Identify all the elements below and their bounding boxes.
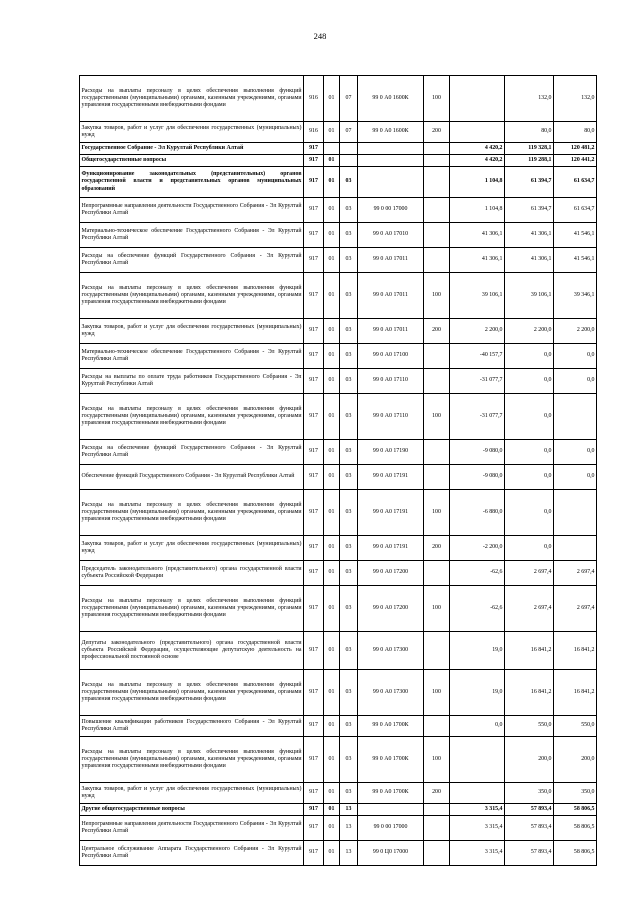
table-row <box>80 816 597 841</box>
row-vr-cell <box>424 344 450 369</box>
table-row <box>80 586 597 632</box>
row-grbs-cell: 917 <box>304 783 324 804</box>
row-pr-cell: 03 <box>340 536 358 561</box>
row-csr-cell: 99 0 А0 1600К <box>358 122 424 143</box>
row-vr-cell: 200 <box>424 536 450 561</box>
row-grbs-cell: 917 <box>304 561 324 586</box>
row-value-1-cell <box>450 122 505 143</box>
row-value-3-cell: 120 481,2 <box>554 143 597 155</box>
row-value-2-cell: 0,0 <box>505 490 554 536</box>
table-row <box>80 319 597 344</box>
table-row <box>80 223 597 248</box>
row-pr-cell: 03 <box>340 490 358 536</box>
row-name-cell: Расходы на выплаты персоналу в целях обеспечения выполнения функций государственными (муниципальными) органами, казенными учреждениями, органами управления государственными внебюджетными фондами <box>80 490 304 536</box>
row-value-2-cell: 16 841,2 <box>505 632 554 670</box>
row-value-2-cell: 119 288,1 <box>505 155 554 167</box>
table-row <box>80 155 597 167</box>
row-vr-cell: 100 <box>424 273 450 319</box>
row-value-1-cell: 4 420,2 <box>450 155 505 167</box>
row-csr-cell: 99 0 А0 17190 <box>358 440 424 465</box>
row-vr-cell: 100 <box>424 490 450 536</box>
row-value-3-cell: 0,0 <box>554 344 597 369</box>
row-value-2-cell: 0,0 <box>505 465 554 490</box>
row-grbs-cell: 917 <box>304 223 324 248</box>
row-value-1-cell: -62,6 <box>450 586 505 632</box>
row-csr-cell: 99 0 А0 17011 <box>358 248 424 273</box>
row-grbs-cell: 917 <box>304 319 324 344</box>
row-value-2-cell: 132,0 <box>505 76 554 122</box>
row-vr-cell: 100 <box>424 737 450 783</box>
row-rz-cell: 01 <box>324 167 340 198</box>
table-row <box>80 76 597 122</box>
row-rz-cell: 01 <box>324 394 340 440</box>
row-value-3-cell: 58 806,5 <box>554 804 597 816</box>
row-pr-cell: 03 <box>340 632 358 670</box>
row-name-cell: Материально-техническое обеспечение Государственного Собрания - Эл Курултай Республики Алтай <box>80 223 304 248</box>
row-csr-cell: 99 0 А0 1700К <box>358 783 424 804</box>
row-value-1-cell <box>450 783 505 804</box>
row-value-3-cell: 16 841,2 <box>554 670 597 716</box>
row-vr-cell <box>424 198 450 223</box>
row-pr-cell: 03 <box>340 670 358 716</box>
row-rz-cell: 01 <box>324 465 340 490</box>
row-csr-cell: 99 0 А0 17200 <box>358 561 424 586</box>
table-body <box>80 76 597 866</box>
row-value-1-cell: 19,0 <box>450 670 505 716</box>
row-name-cell: Расходы на выплаты персоналу в целях обеспечения выполнения функций государственными (муниципальными) органами, казенными учреждениями, органами управления государственными внебюджетными фондами <box>80 273 304 319</box>
row-csr-cell: 99 0 А0 17200 <box>358 586 424 632</box>
row-rz-cell: 01 <box>324 198 340 223</box>
row-csr-cell: 99 0 00 17000 <box>358 816 424 841</box>
row-name-cell: Материально-техническое обеспечение Государственного Собрания - Эл Курултай Республики Алтай <box>80 344 304 369</box>
row-grbs-cell: 917 <box>304 670 324 716</box>
row-value-2-cell: 0,0 <box>505 369 554 394</box>
row-grbs-cell: 917 <box>304 198 324 223</box>
row-vr-cell <box>424 804 450 816</box>
row-vr-cell: 200 <box>424 783 450 804</box>
table-row <box>80 737 597 783</box>
table-row <box>80 841 597 866</box>
table-row <box>80 561 597 586</box>
row-pr-cell: 13 <box>340 816 358 841</box>
row-csr-cell: 99 0 А0 17011 <box>358 273 424 319</box>
row-value-3-cell: 2 697,4 <box>554 586 597 632</box>
row-csr-cell: 99 0 А0 17300 <box>358 632 424 670</box>
row-grbs-cell: 917 <box>304 155 324 167</box>
row-pr-cell: 03 <box>340 561 358 586</box>
row-rz-cell: 01 <box>324 716 340 737</box>
row-value-3-cell <box>554 536 597 561</box>
row-pr-cell: 03 <box>340 465 358 490</box>
row-csr-cell: 99 0 Ц0 17000 <box>358 841 424 866</box>
row-pr-cell: 07 <box>340 122 358 143</box>
row-value-3-cell: 39 346,1 <box>554 273 597 319</box>
row-value-1-cell: 19,0 <box>450 632 505 670</box>
row-pr-cell: 03 <box>340 716 358 737</box>
row-name-cell: Расходы на выплаты персоналу в целях обеспечения выполнения функций государственными (муниципальными) органами, казенными учреждениями, органами управления государственными внебюджетными фондами <box>80 394 304 440</box>
row-value-2-cell: 0,0 <box>505 536 554 561</box>
row-pr-cell: 03 <box>340 319 358 344</box>
row-value-3-cell: 200,0 <box>554 737 597 783</box>
row-vr-cell <box>424 223 450 248</box>
row-value-1-cell: 3 315,4 <box>450 804 505 816</box>
row-value-3-cell: 16 841,2 <box>554 632 597 670</box>
row-value-3-cell: 58 806,5 <box>554 816 597 841</box>
row-value-2-cell: 61 394,7 <box>505 167 554 198</box>
row-value-1-cell: -40 157,7 <box>450 344 505 369</box>
row-grbs-cell: 917 <box>304 143 324 155</box>
row-value-1-cell: -31 077,7 <box>450 369 505 394</box>
table-row <box>80 536 597 561</box>
row-value-2-cell: 0,0 <box>505 440 554 465</box>
row-pr-cell: 03 <box>340 344 358 369</box>
row-value-3-cell: 0,0 <box>554 369 597 394</box>
row-value-3-cell <box>554 490 597 536</box>
row-name-cell: Закупка товаров, работ и услуг для обеспечения государственных (муниципальных) нужд <box>80 783 304 804</box>
row-vr-cell <box>424 716 450 737</box>
row-value-2-cell: 16 841,2 <box>505 670 554 716</box>
row-value-1-cell: 1 104,8 <box>450 198 505 223</box>
row-rz-cell: 01 <box>324 586 340 632</box>
row-value-2-cell: 2 697,4 <box>505 561 554 586</box>
row-pr-cell <box>340 143 358 155</box>
row-value-2-cell: 119 328,1 <box>505 143 554 155</box>
row-rz-cell: 01 <box>324 223 340 248</box>
row-grbs-cell: 917 <box>304 737 324 783</box>
table-row <box>80 783 597 804</box>
row-value-1-cell: 39 106,1 <box>450 273 505 319</box>
row-grbs-cell: 917 <box>304 716 324 737</box>
row-rz-cell: 01 <box>324 369 340 394</box>
row-grbs-cell: 917 <box>304 167 324 198</box>
row-pr-cell: 03 <box>340 369 358 394</box>
row-pr-cell <box>340 155 358 167</box>
row-name-cell: Непрограммные направления деятельности Государственного Собрания - Эл Курултай Республики Алтай <box>80 198 304 223</box>
row-value-2-cell: 39 106,1 <box>505 273 554 319</box>
row-csr-cell: 99 0 А0 17100 <box>358 344 424 369</box>
row-name-cell: Расходы на выплаты по оплате труда работников Государственного Собрания - Эл Курултай Республики Алтай <box>80 369 304 394</box>
row-rz-cell: 01 <box>324 804 340 816</box>
row-value-3-cell: 0,0 <box>554 440 597 465</box>
row-name-cell: Общегосударственные вопросы <box>80 155 304 167</box>
row-vr-cell: 100 <box>424 394 450 440</box>
row-name-cell: Закупка товаров, работ и услуг для обеспечения государственных (муниципальных) нужд <box>80 319 304 344</box>
row-rz-cell: 01 <box>324 155 340 167</box>
row-name-cell: Расходы на обеспечение функций Государственного Собрания - Эл Курултай Республики Алтай <box>80 248 304 273</box>
row-grbs-cell: 916 <box>304 122 324 143</box>
row-name-cell: Другие общегосударственные вопросы <box>80 804 304 816</box>
row-name-cell: Расходы на обеспечение функций Государственного Собрания - Эл Курултай Республики Алтай <box>80 440 304 465</box>
row-pr-cell: 03 <box>340 586 358 632</box>
row-vr-cell: 100 <box>424 586 450 632</box>
row-grbs-cell: 917 <box>304 248 324 273</box>
row-pr-cell: 03 <box>340 440 358 465</box>
row-value-2-cell: 57 893,4 <box>505 816 554 841</box>
row-rz-cell: 01 <box>324 248 340 273</box>
table-row <box>80 273 597 319</box>
row-rz-cell: 01 <box>324 783 340 804</box>
row-grbs-cell: 917 <box>304 394 324 440</box>
row-value-2-cell: 57 893,4 <box>505 804 554 816</box>
table-row <box>80 804 597 816</box>
row-grbs-cell: 916 <box>304 76 324 122</box>
row-value-3-cell: 61 634,7 <box>554 167 597 198</box>
row-csr-cell: 99 0 А0 17011 <box>358 319 424 344</box>
row-vr-cell: 100 <box>424 670 450 716</box>
row-grbs-cell: 917 <box>304 344 324 369</box>
row-grbs-cell: 917 <box>304 273 324 319</box>
row-value-2-cell: 0,0 <box>505 394 554 440</box>
row-name-cell: Расходы на выплаты персоналу в целях обеспечения выполнения функций государственными (муниципальными) органами, казенными учреждениями, органами управления государственными внебюджетными фондами <box>80 737 304 783</box>
row-value-1-cell: -9 080,0 <box>450 465 505 490</box>
row-value-3-cell: 350,0 <box>554 783 597 804</box>
row-csr-cell <box>358 155 424 167</box>
table-row <box>80 344 597 369</box>
row-csr-cell: 99 0 А0 17191 <box>358 536 424 561</box>
row-vr-cell <box>424 841 450 866</box>
row-value-1-cell: 1 104,8 <box>450 167 505 198</box>
row-vr-cell: 200 <box>424 122 450 143</box>
table-row <box>80 490 597 536</box>
row-name-cell: Функционирование законодательных (представительных) органов государственной власти и представительных органов муниципальных образований <box>80 167 304 198</box>
row-pr-cell: 13 <box>340 841 358 866</box>
row-value-3-cell: 132,0 <box>554 76 597 122</box>
row-value-2-cell: 61 394,7 <box>505 198 554 223</box>
table-row <box>80 716 597 737</box>
table-row <box>80 122 597 143</box>
row-rz-cell: 01 <box>324 561 340 586</box>
row-value-2-cell: 2 697,4 <box>505 586 554 632</box>
row-value-2-cell: 2 200,0 <box>505 319 554 344</box>
table-row <box>80 248 597 273</box>
row-value-3-cell: 61 634,7 <box>554 198 597 223</box>
table-row <box>80 670 597 716</box>
row-value-1-cell: -31 077,7 <box>450 394 505 440</box>
row-rz-cell: 01 <box>324 490 340 536</box>
row-pr-cell: 13 <box>340 804 358 816</box>
row-value-1-cell: 41 306,1 <box>450 248 505 273</box>
row-csr-cell <box>358 167 424 198</box>
row-value-1-cell: -9 080,0 <box>450 440 505 465</box>
row-name-cell: Председатель законодательного (представительного) органа государственной власти субъекта Российской Федерации <box>80 561 304 586</box>
table-row <box>80 465 597 490</box>
row-grbs-cell: 917 <box>304 440 324 465</box>
row-rz-cell: 01 <box>324 76 340 122</box>
row-name-cell: Закупка товаров, работ и услуг для обеспечения государственных (муниципальных) нужд <box>80 536 304 561</box>
row-vr-cell <box>424 155 450 167</box>
row-name-cell: Расходы на выплаты персоналу в целях обеспечения выполнения функций государственными (муниципальными) органами, казенными учреждениями, органами управления государственными внебюджетными фондами <box>80 586 304 632</box>
row-csr-cell: 99 0 00 17000 <box>358 198 424 223</box>
row-value-1-cell: -2 200,0 <box>450 536 505 561</box>
row-value-1-cell: 3 315,4 <box>450 841 505 866</box>
row-rz-cell: 01 <box>324 737 340 783</box>
row-value-3-cell: 120 441,2 <box>554 155 597 167</box>
row-rz-cell: 01 <box>324 536 340 561</box>
row-csr-cell <box>358 143 424 155</box>
row-rz-cell: 01 <box>324 816 340 841</box>
table-row <box>80 143 597 155</box>
row-value-1-cell: -6 880,0 <box>450 490 505 536</box>
row-value-3-cell: 41 546,1 <box>554 248 597 273</box>
row-value-1-cell: 2 200,0 <box>450 319 505 344</box>
row-name-cell: Депутаты законодательного (представительного) органа государственной власти субъекта Российской Федерации, осуществляющие депутатскую деятельность на профессиональной постоянной основе <box>80 632 304 670</box>
row-rz-cell: 01 <box>324 122 340 143</box>
row-pr-cell: 07 <box>340 76 358 122</box>
row-pr-cell: 03 <box>340 167 358 198</box>
row-csr-cell: 99 0 А0 17191 <box>358 465 424 490</box>
row-csr-cell: 99 0 А0 1700К <box>358 737 424 783</box>
row-pr-cell: 03 <box>340 783 358 804</box>
page-number: 248 <box>313 31 327 41</box>
row-vr-cell: 100 <box>424 76 450 122</box>
budget-table <box>79 75 597 866</box>
row-csr-cell: 99 0 А0 1700К <box>358 716 424 737</box>
row-rz-cell: 01 <box>324 670 340 716</box>
row-value-1-cell: 0,0 <box>450 716 505 737</box>
row-csr-cell: 99 0 А0 17010 <box>358 223 424 248</box>
row-vr-cell <box>424 248 450 273</box>
row-rz-cell <box>324 143 340 155</box>
row-rz-cell: 01 <box>324 841 340 866</box>
row-name-cell: Государственное Собрание - Эл Курултай Республики Алтай <box>80 143 304 155</box>
row-grbs-cell: 917 <box>304 632 324 670</box>
row-value-3-cell: 0,0 <box>554 465 597 490</box>
row-csr-cell: 99 0 А0 17110 <box>358 369 424 394</box>
row-vr-cell <box>424 561 450 586</box>
row-value-1-cell: 41 306,1 <box>450 223 505 248</box>
row-value-2-cell: 41 306,1 <box>505 248 554 273</box>
row-value-3-cell: 80,0 <box>554 122 597 143</box>
row-rz-cell: 01 <box>324 632 340 670</box>
row-name-cell: Обеспечение функций Государственного Собрания - Эл Курултай Республики Алтай <box>80 465 304 490</box>
row-grbs-cell: 917 <box>304 465 324 490</box>
row-pr-cell: 03 <box>340 248 358 273</box>
row-value-1-cell: 3 315,4 <box>450 816 505 841</box>
row-value-2-cell: 200,0 <box>505 737 554 783</box>
row-pr-cell: 03 <box>340 198 358 223</box>
row-pr-cell: 03 <box>340 737 358 783</box>
row-rz-cell: 01 <box>324 344 340 369</box>
row-pr-cell: 03 <box>340 223 358 248</box>
table-row <box>80 440 597 465</box>
row-value-2-cell: 0,0 <box>505 344 554 369</box>
table-row <box>80 198 597 223</box>
row-pr-cell: 03 <box>340 273 358 319</box>
row-value-2-cell: 350,0 <box>505 783 554 804</box>
row-vr-cell <box>424 369 450 394</box>
row-value-3-cell: 550,0 <box>554 716 597 737</box>
row-csr-cell: 99 0 А0 17191 <box>358 490 424 536</box>
table-row <box>80 167 597 198</box>
row-csr-cell: 99 0 А0 1600К <box>358 76 424 122</box>
row-value-3-cell: 41 546,1 <box>554 223 597 248</box>
row-value-1-cell <box>450 737 505 783</box>
table-row <box>80 369 597 394</box>
row-pr-cell: 03 <box>340 394 358 440</box>
row-vr-cell <box>424 465 450 490</box>
row-grbs-cell: 917 <box>304 586 324 632</box>
row-value-1-cell <box>450 76 505 122</box>
row-rz-cell: 01 <box>324 319 340 344</box>
row-vr-cell <box>424 632 450 670</box>
row-value-2-cell: 41 306,1 <box>505 223 554 248</box>
row-grbs-cell: 917 <box>304 816 324 841</box>
row-value-2-cell: 57 893,4 <box>505 841 554 866</box>
row-name-cell: Центральное обслуживание Аппарата Государственного Собрания - Эл Курултай Республики Алтай <box>80 841 304 866</box>
row-grbs-cell: 917 <box>304 490 324 536</box>
row-vr-cell: 200 <box>424 319 450 344</box>
row-name-cell: Расходы на выплаты персоналу в целях обеспечения выполнения функций государственными (муниципальными) органами, казенными учреждениями, органами управления государственными внебюджетными фондами <box>80 76 304 122</box>
row-grbs-cell: 917 <box>304 369 324 394</box>
table-row <box>80 394 597 440</box>
row-value-1-cell: -62,6 <box>450 561 505 586</box>
row-vr-cell <box>424 167 450 198</box>
row-csr-cell: 99 0 А0 17110 <box>358 394 424 440</box>
row-value-2-cell: 80,0 <box>505 122 554 143</box>
table-row <box>80 632 597 670</box>
row-rz-cell: 01 <box>324 273 340 319</box>
row-name-cell: Закупка товаров, работ и услуг для обеспечения государственных (муниципальных) нужд <box>80 122 304 143</box>
row-value-3-cell: 58 806,5 <box>554 841 597 866</box>
row-name-cell: Повышение квалификации работников Государственного Собрания - Эл Курултай Республики Алтай <box>80 716 304 737</box>
row-grbs-cell: 917 <box>304 536 324 561</box>
row-name-cell: Расходы на выплаты персоналу в целях обеспечения выполнения функций государственными (муниципальными) органами, казенными учреждениями, органами управления государственными внебюджетными фондами <box>80 670 304 716</box>
row-vr-cell <box>424 816 450 841</box>
row-value-1-cell: 4 420,2 <box>450 143 505 155</box>
row-value-3-cell: 2 200,0 <box>554 319 597 344</box>
row-grbs-cell: 917 <box>304 841 324 866</box>
row-csr-cell <box>358 804 424 816</box>
row-vr-cell <box>424 143 450 155</box>
row-rz-cell: 01 <box>324 440 340 465</box>
row-value-2-cell: 550,0 <box>505 716 554 737</box>
row-name-cell: Непрограммные направления деятельности Государственного Собрания - Эл Курултай Республики Алтай <box>80 816 304 841</box>
row-csr-cell: 99 0 А0 17300 <box>358 670 424 716</box>
row-grbs-cell: 917 <box>304 804 324 816</box>
row-value-3-cell <box>554 394 597 440</box>
row-vr-cell <box>424 440 450 465</box>
row-value-3-cell: 2 697,4 <box>554 561 597 586</box>
